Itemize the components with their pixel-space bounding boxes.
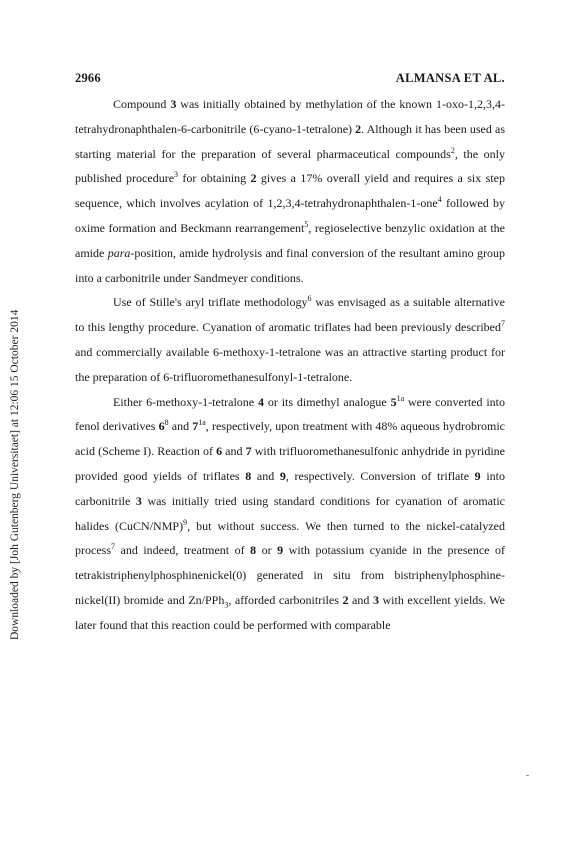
citation-ref: 6 bbox=[307, 294, 312, 304]
text-run: , but without success. We then turned to the nickel-catalyzed process bbox=[75, 518, 506, 558]
compound-ref: 2 bbox=[355, 121, 362, 136]
text-run: Use of Stille's aryl triflate methodology bbox=[113, 295, 308, 310]
citation-ref: 8 bbox=[164, 418, 169, 428]
text-run: Either 6-methoxy-1-tetralone bbox=[113, 394, 258, 409]
compound-ref: 4 bbox=[258, 394, 264, 409]
text-run: with trifluoromethanesulfonic anhydride in pyridine provided good yields of triflates bbox=[75, 444, 505, 483]
text-run: , regioselective benzylic oxidation at the amide bbox=[75, 220, 505, 260]
text-run: Compound bbox=[113, 97, 171, 111]
text-run: and commercially available 6-methoxy-1-tetralone was an attractive starting product for the preparation of 6-trifluoromethanesulfonyl-1-tetralone. bbox=[75, 344, 505, 384]
compound-ref: 8 bbox=[250, 543, 257, 558]
text-run: , respectively, upon treatment with 48% aqueous hydrobromic acid (Scheme I). Reaction of bbox=[75, 419, 505, 459]
citation-ref: 1a bbox=[198, 418, 206, 428]
paragraph-2 bbox=[75, 290, 505, 389]
italic-term: para bbox=[107, 245, 131, 260]
text-run: with potassium cyanide in the presence of tetrakistriphenylphosphinenickel(0) generated in situ from bistriphenylphosphine-nickel(II) bromide and Zn/PPh bbox=[75, 543, 505, 607]
paragraph-3 bbox=[75, 390, 505, 638]
page-number: 2966 bbox=[75, 71, 101, 85]
download-watermark: Downloaded by [Joh Gutenberg Universitaet] at 12:06 15 October 2014 bbox=[9, 309, 21, 640]
citation-ref: 5 bbox=[304, 219, 309, 229]
citation-ref: 4 bbox=[437, 195, 442, 205]
running-title: ALMANSA ET AL. bbox=[395, 71, 505, 85]
compound-ref: 8 bbox=[245, 468, 252, 483]
text-run: -position, amide hydrolysis and final conversion of the resultant amino group into a carbonitrile under Sandmeyer conditions. bbox=[75, 245, 505, 285]
text-run: and indeed, treatment of bbox=[115, 543, 251, 558]
citation-ref: 3 bbox=[174, 170, 179, 180]
text-run: and bbox=[222, 444, 246, 459]
text-run: was envisaged as a suitable alternative to this lengthy procedure. Cyanation of aromatic triflates had been previously described bbox=[75, 295, 505, 335]
citation-ref: 9 bbox=[183, 517, 188, 527]
compound-ref: 3 bbox=[135, 493, 142, 508]
text-run: followed by oxime formation and Beckmann rearrangement bbox=[75, 196, 505, 235]
text-run: gives a 17% overall yield and requires a six step sequence, which involves acylation of 1,2,3,4-tetrahydronaphthalen-1-one bbox=[75, 171, 505, 211]
compound-ref: 9 bbox=[279, 468, 286, 483]
compound-ref: 2 bbox=[342, 592, 349, 607]
compound-ref: 3 bbox=[372, 592, 379, 607]
compound-ref: 3 bbox=[170, 97, 177, 111]
text-run: was initially obtained by methylation of the known 1-oxo-1,2,3,4-tetrahydronaphthalen-6-carbonitrile (6-cyano-1-tetralone) bbox=[75, 97, 505, 136]
compound-ref: 5 bbox=[390, 394, 397, 409]
compound-ref: 6 bbox=[216, 444, 223, 459]
compound-ref: 9 bbox=[474, 468, 481, 483]
compound-ref: 2 bbox=[250, 171, 257, 186]
compound-ref: 6 bbox=[158, 419, 165, 434]
text-run: , afforded carbonitriles bbox=[228, 592, 343, 607]
text-run: . Although it has been used as starting material for the preparation of several pharmaceutical compounds bbox=[75, 121, 505, 161]
citation-ref: 7 bbox=[501, 319, 505, 329]
citation-ref: 1a bbox=[396, 393, 405, 403]
body-text bbox=[75, 92, 505, 638]
text-run: and bbox=[168, 419, 193, 434]
subscript: 3 bbox=[224, 600, 229, 610]
text-run: were converted into fenol derivatives bbox=[75, 394, 506, 434]
text-run: and bbox=[348, 592, 373, 607]
text-run: or bbox=[256, 543, 278, 558]
citation-ref: 2 bbox=[450, 145, 455, 155]
text-run: , respectively. Conversion of triflate bbox=[285, 468, 475, 483]
text-run: for obtaining bbox=[178, 171, 251, 186]
compound-ref: 7 bbox=[245, 444, 252, 459]
text-run: or its dimethyl analogue bbox=[264, 394, 391, 409]
compound-ref: 7 bbox=[192, 419, 199, 434]
text-run: into carbonitrile bbox=[75, 468, 505, 508]
compound-ref: 9 bbox=[277, 543, 284, 558]
text-run: with excellent yields. We later found that this reaction could be performed with comparable bbox=[75, 592, 505, 632]
text-run: , the only published procedure bbox=[75, 146, 505, 186]
text-run: and bbox=[251, 468, 280, 483]
paragraph-1 bbox=[75, 92, 505, 290]
edge-mark bbox=[526, 775, 529, 776]
citation-ref: 7 bbox=[111, 542, 115, 552]
text-run: was initially tried using standard conditions for cyanation of aromatic halides (CuCN/NMP) bbox=[75, 493, 506, 533]
